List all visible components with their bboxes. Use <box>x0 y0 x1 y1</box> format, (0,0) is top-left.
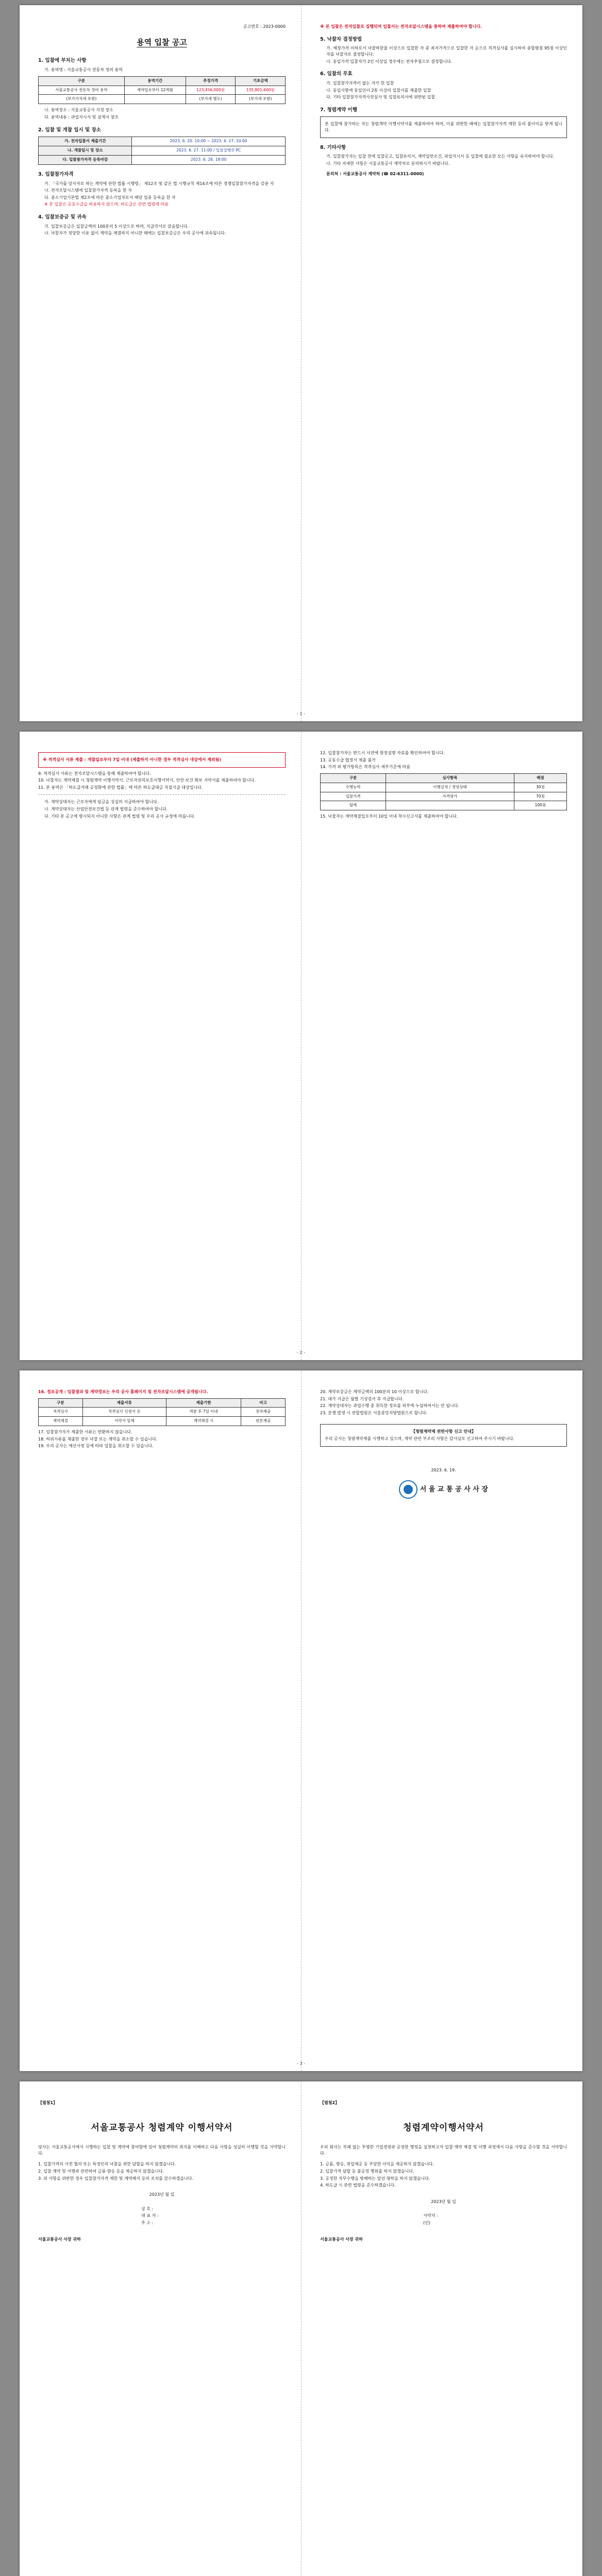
contact-info: 문의처 : 서울교통공사 계약처 (☎ 02-6311-0000) <box>326 171 424 176</box>
sign-field: 대 표 자 : <box>141 2213 159 2218</box>
list-item: 18. 허위서류를 제출한 경우 낙찰 또는 계약을 취소할 수 있습니다. <box>38 1436 158 1442</box>
table-cell: 적격심사 신청서 등 <box>82 1408 166 1417</box>
table-row <box>321 783 567 792</box>
table-cell: 서약서 일체 <box>82 1417 166 1426</box>
divider <box>38 794 286 795</box>
submission-table <box>38 1398 286 1427</box>
schedule-table <box>38 137 286 165</box>
table-header: 구분 <box>321 773 386 783</box>
evaluation-table <box>320 773 567 811</box>
company-logo-icon <box>399 1480 417 1499</box>
list-item: 2. 입찰가격 담합 등 불공정 행위를 하지 않겠습니다. <box>320 2169 414 2174</box>
sign-block <box>320 2199 567 2205</box>
list-item: 22. 계약상대자는 과업수행 중 취득한 정보를 외부에 누설하여서는 안 됩니다. <box>320 1403 459 1409</box>
table-cell: 2023. 6. 20. 10:00 ~ 2023. 6. 27. 10:00 <box>132 137 286 146</box>
list-item: 나. 기타 자세한 사항은 서울교통공사 계약처로 문의하시기 바랍니다. <box>326 161 450 166</box>
table-row <box>39 146 286 156</box>
doc-number: 공고번호 : 2023-0000 <box>243 24 286 29</box>
list-item: 다. 기타 본 공고에 명시되지 아니한 사항은 관계 법령 및 우리 공사 규정에 따릅니다. <box>44 814 196 819</box>
addressee: 서울교통공사 사장 귀하 <box>320 2236 363 2242</box>
list-item: 17. 입찰참가자가 제출한 서류는 반환하지 않습니다. <box>38 1430 132 1435</box>
notice-title: 용역 입찰 공고 <box>137 37 187 47</box>
issuer-text: 서 울 교 통 공 사 사 장 <box>420 1485 488 1494</box>
table-row <box>321 792 567 801</box>
table-cell: 나. 개찰일시 및 장소 <box>39 146 132 156</box>
list-item: 21. 대가 지급은 월별 기성검사 후 지급합니다. <box>320 1396 404 1401</box>
list-item: 가. 「국가를 당사자로 하는 계약에 관한 법률 시행령」 제12조 및 같은 법 시행규칙 제14조에 따른 경쟁입찰참가자격을 갖춘 자 <box>44 181 274 186</box>
table-header: 용역기간 <box>124 76 186 86</box>
pledge-page-1 <box>20 2081 582 2576</box>
table-row <box>39 137 286 146</box>
integrity-pledge-right <box>301 2081 582 2576</box>
list-item: 다. 기타 입찰참가자격사전심사 및 입찰유의서에 위반된 입찰 <box>326 95 435 100</box>
sign-fields <box>423 2213 567 2226</box>
report-notice-title: 【청렴계약제 위반사항 신고 안내】 <box>411 1429 476 1434</box>
sign-field: (인) <box>423 2220 430 2225</box>
list-item: 9. 적격심사 서류는 전자조달시스템을 통해 제출하여야 합니다. <box>38 771 151 776</box>
list-item: 12. 입찰참가자는 반드시 사전에 현장설명 자료를 확인하여야 합니다. <box>320 751 445 755</box>
table-header: 비고 <box>241 1398 286 1408</box>
list-item: 4. 하도급 시 관련 법령을 준수하겠습니다. <box>320 2183 396 2188</box>
table-cell: 합계 <box>321 801 386 810</box>
page2-right-column <box>301 732 582 1360</box>
table-cell: 원본제출 <box>241 1417 286 1426</box>
list-item: 가. 예정가격 이하로서 낙찰하한율 이상으로 입찰한 자 중 최저가격으로 입찰한 자 순으로 적격심사를 실시하여 종합평점 95점 이상인 자를 낙찰자로 결정합니다. <box>326 46 567 57</box>
disclosure-note: 16. 정보공개 : 입찰결과 및 계약정보는 우리 공사 홈페이지 및 전자조달시스템에 공개됩니다. <box>38 1389 208 1394</box>
list-item: 나. 동일가격 입찰자가 2인 이상일 경우에는 전자추첨으로 결정합니다. <box>326 59 453 64</box>
list-item: 11. 본 용역은 「하도급거래 공정화에 관한 법률」에 따른 하도급대금 직접지급 대상입니다. <box>38 785 203 790</box>
list-item: 나. 계약상대자는 산업안전보건법 등 관계 법령을 준수하여야 합니다. <box>44 806 168 811</box>
section-1-intro: 가. 용역명 : 서울교통공사 전동차 정비 용역 <box>44 67 123 73</box>
table-cell: 다. 입찰참가자격 등록마감 <box>39 156 132 165</box>
list-item: 13. 공동수급 협정서 제출 불가 <box>320 757 376 762</box>
section-7-title: 7. 청렴계약 이행 <box>320 107 357 113</box>
table-cell <box>124 95 186 104</box>
table-header: 제출기한 <box>166 1398 241 1408</box>
attachment-tag: 【별첨1】 <box>38 2100 58 2105</box>
issuer-block <box>320 1467 567 1499</box>
table-cell: 30점 <box>514 783 566 792</box>
list-item: 나. 전자조달시스템에 입찰참가자격 등록을 한 자 <box>44 188 132 193</box>
sign-field: 상 호 : <box>141 2206 154 2211</box>
table-header: 추정가격 <box>186 76 236 86</box>
table-cell: 2023. 6. 26. 18:00 <box>132 156 286 165</box>
report-notice-box <box>320 1424 567 1446</box>
table-row <box>39 95 286 104</box>
table-cell: (부가세 포함) <box>236 95 286 104</box>
section-1-note: 다. 용역내용 : 과업지시서 및 설계서 참조 <box>44 114 119 120</box>
table-cell: 계약체결 <box>39 1417 83 1426</box>
list-item: 가. 입찰보증금은 입찰금액의 100분의 5 이상으로 하며, 지급각서로 갈음합니다. <box>44 224 189 229</box>
table-row <box>39 156 286 165</box>
notice-page-3 <box>20 1370 582 2071</box>
integrity-box <box>320 116 567 138</box>
table-header: 기초금액 <box>236 76 286 86</box>
page-number: - 2 - <box>297 1350 305 1355</box>
table-row <box>39 86 286 95</box>
qualification-warning-box <box>38 752 286 768</box>
table-cell: 적격심사 <box>39 1408 83 1417</box>
table-cell: 계약체결 시 <box>166 1417 241 1426</box>
section-3-title: 3. 입찰참가자격 <box>38 171 74 177</box>
table-cell: 70점 <box>514 792 566 801</box>
section-2-title: 2. 입찰 및 개찰 일시 및 장소 <box>38 127 101 133</box>
table-cell: 개찰 후 7일 이내 <box>166 1408 241 1417</box>
list-item: 나. 낙찰자가 정당한 이유 없이 계약을 체결하지 아니한 때에는 입찰보증금은 우리 공사에 귀속됩니다. <box>44 231 226 236</box>
notice-page-2 <box>20 732 582 1360</box>
page3-right-column <box>301 1370 582 2071</box>
table-cell: 100점 <box>514 801 566 810</box>
sign-field: 주 소 : <box>141 2220 154 2225</box>
integrity-pledge-left <box>20 2081 301 2576</box>
list-item: 가. 입찰참가자격이 없는 자가 한 입찰 <box>326 80 394 86</box>
table-cell: 2023. 6. 27. 11:00 / 입찰집행관 PC <box>132 146 286 156</box>
page2-left-column <box>20 732 301 1360</box>
section-8-title: 8. 기타사항 <box>320 144 346 150</box>
section-1-note: 나. 용역장소 : 서울교통공사 지정 장소 <box>44 108 113 113</box>
list-item: 가. 계약상대자는 근로자에게 임금을 성실히 지급하여야 합니다. <box>44 800 159 805</box>
page1-left-column <box>20 5 301 721</box>
table-row <box>39 1417 286 1426</box>
issuer-name <box>320 1480 567 1499</box>
table-cell: 수행능력 <box>321 783 386 792</box>
list-item: 다. 중소기업기본법 제2조에 따른 중소기업자로서 해당 업종 등록을 한 자 <box>44 195 176 200</box>
page3-left-column <box>20 1370 301 2071</box>
electronic-bid-warning: ※ 본 입찰은 전자입찰로 집행되며 입찰서는 전자조달시스템을 통하여 제출하여야 합니다. <box>320 24 482 29</box>
table-row <box>321 801 567 810</box>
list-item: 나. 동일사항에 동일인이 2통 이상의 입찰서를 제출한 입찰 <box>326 88 431 93</box>
sign-block <box>38 2192 286 2198</box>
list-item: 20. 계약보증금은 계약금액의 100분의 10 이상으로 합니다. <box>320 1389 429 1394</box>
notice-page-1 <box>20 5 582 721</box>
table-cell: 전자제출 <box>241 1408 286 1417</box>
page-number: - 1 - <box>297 711 305 717</box>
table-cell: 계약일로부터 12개월 <box>124 86 186 95</box>
section-6-title: 6. 입찰의 무효 <box>320 71 353 77</box>
table-cell: 서울교통공사 전동차 정비 용역 <box>39 86 125 95</box>
table-header: 심사항목 <box>386 773 514 783</box>
table-row <box>39 1408 286 1417</box>
table-cell: 입찰가격 <box>321 792 386 801</box>
list-item: 가. 입찰참가자는 입찰 전에 입찰공고, 입찰유의서, 계약일반조건, 과업지시서 등 입찰에 필요한 모든 사항을 숙지하여야 합니다. <box>326 154 555 159</box>
sign-date: 2023년 월 일 <box>149 2192 175 2197</box>
list-item: 10. 낙찰자는 계약체결 시 청렴계약 이행서약서, 근로자권리보호이행서약서, 안전·보건 확보 서약서를 제출하여야 합니다. <box>38 778 256 783</box>
list-item: 2. 입찰·계약 및 이행과 관련하여 금품·향응 등을 제공하지 않겠습니다. <box>38 2169 164 2174</box>
report-notice-text: 우리 공사는 청렴계약제를 시행하고 있으며, 계약 관련 부조리 사항은 감사실로 신고하여 주시기 바랍니다. <box>325 1436 514 1441</box>
page-number: - 3 - <box>297 2061 305 2066</box>
table-cell: 이행실적 / 경영상태 <box>386 783 514 792</box>
list-item: 3. 위 사항을 위반한 경우 입찰참가자격 제한 및 계약해지 등의 조치를 감수하겠습니다. <box>38 2176 193 2181</box>
integrity-text: 본 입찰에 참가하는 자는 청렴계약 이행서약서를 제출하여야 하며, 이를 위반한 때에는 입찰참가자격 제한 등의 불이익을 받게 됩니다. <box>325 122 562 133</box>
table-header: 구분 <box>39 1398 83 1408</box>
list-item: 23. 분쟁 발생 시 관할법원은 서울중앙지방법원으로 합니다. <box>320 1410 428 1415</box>
sign-field: 서약자 : <box>423 2213 438 2218</box>
table-cell: (부가가치세 포함) <box>39 95 125 104</box>
list-item: 15. 낙찰자는 계약체결일로부터 10일 이내 착수신고서를 제출하여야 합니다. <box>320 814 458 819</box>
pledge-title: 서울교통공사 청렴계약 이행서약서 <box>91 2122 233 2133</box>
table-header: 제출서류 <box>82 1398 166 1408</box>
pledge-intro: 당사는 서울교통공사에서 시행하는 입찰 및 계약에 참여함에 있어 청렴계약의 취지를 이해하고 다음 사항을 성실히 이행할 것을 서약합니다. <box>38 2145 286 2156</box>
table-header: 배점 <box>514 773 566 783</box>
list-item: 3. 공정한 직무수행을 방해하는 알선·청탁을 하지 않겠습니다. <box>320 2176 430 2181</box>
section-3-warning: ※ 본 입찰은 공동수급을 허용하지 않으며, 하도급은 관련 법령에 따름 <box>44 202 169 207</box>
list-item: 14. 가격 외 평가항목은 적격심사 세부기준에 따름 <box>320 765 410 770</box>
table-cell: 123,456,000원 <box>186 86 236 95</box>
table-header: 구분 <box>39 76 125 86</box>
list-item: 1. 입찰가격의 사전 협의 또는 특정인의 낙찰을 위한 담합을 하지 않겠습니다. <box>38 2162 176 2167</box>
issue-date: 2023. 6. 19. <box>431 1467 456 1472</box>
pledge-intro: 우리 회사는 부패 없는 투명한 기업경영과 공정한 행정을 실천하고자 입찰·계약 체결 및 이행 과정에서 다음 사항을 준수할 것을 서약합니다. <box>320 2145 567 2156</box>
table-cell <box>386 801 514 810</box>
section-4-title: 4. 입찰보증금 및 귀속 <box>38 214 87 221</box>
table-cell: 가격평가 <box>386 792 514 801</box>
list-item: 19. 우리 공사는 예산사정 등에 따라 입찰을 취소할 수 있습니다. <box>38 1444 154 1449</box>
bid-summary-table <box>38 76 286 105</box>
addressee: 서울교통공사 사장 귀하 <box>38 2236 81 2242</box>
attachment-tag: 【별첨2】 <box>320 2100 340 2105</box>
section-1-title: 1. 입찰에 부치는 사항 <box>38 58 87 64</box>
qualification-warning: ※ 적격심사 서류 제출 : 개찰일로부터 7일 이내 (제출하지 아니한 경우 적격심사 대상에서 제외됨) <box>43 757 221 762</box>
page1-right-column <box>301 5 582 721</box>
table-cell: 가. 전자입찰서 제출기간 <box>39 137 132 146</box>
pledge-title: 청렴계약이행서약서 <box>403 2122 484 2133</box>
list-item: 1. 금품, 향응, 취업제공 등 부당한 이익을 제공하지 않겠습니다. <box>320 2162 434 2167</box>
section-5-title: 5. 낙찰자 결정방법 <box>320 36 362 42</box>
table-cell: (부가세 별도) <box>186 95 236 104</box>
table-cell: 135,801,600원 <box>236 86 286 95</box>
sign-date: 2023년 월 일 <box>431 2199 456 2204</box>
sign-fields <box>141 2206 286 2226</box>
